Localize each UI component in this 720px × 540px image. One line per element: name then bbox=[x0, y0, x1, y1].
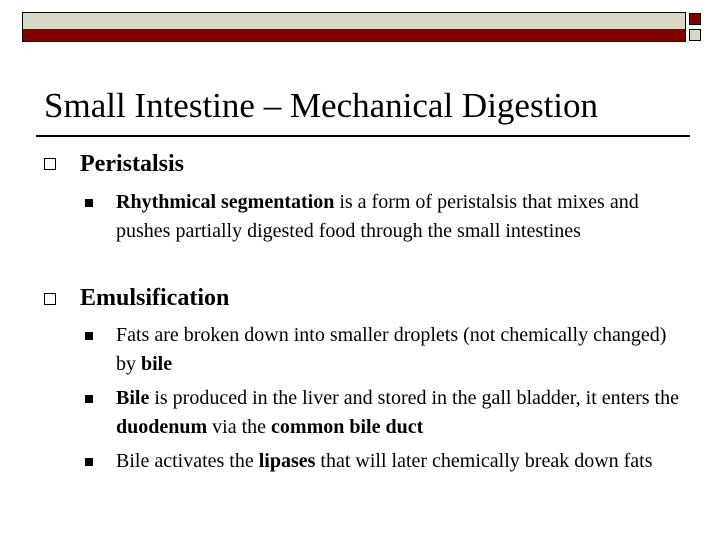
square-bullet-icon bbox=[85, 458, 93, 466]
title-underline bbox=[36, 135, 690, 137]
bullet-text-span: Fats are broken down into smaller droplets (not chemically changed) by bbox=[116, 324, 667, 375]
decorative-header-bar bbox=[22, 12, 686, 42]
bullet-text-span: is produced in the liver and stored in the gall bladder, it enters the bbox=[149, 387, 679, 409]
square-bullet-icon bbox=[85, 332, 93, 340]
bullet-text-span: that will later chemically break down fats bbox=[315, 450, 653, 472]
bold-term: Rhythmical segmentation bbox=[116, 191, 335, 213]
bullet-text-bile-activates-lipases bbox=[116, 447, 691, 476]
section-heading-peristalsis: Peristalsis bbox=[80, 151, 184, 177]
bold-term: bile bbox=[141, 353, 173, 375]
hollow-square-bullet-icon bbox=[44, 293, 56, 305]
slide-title: Small Intestine – Mechanical Digestion bbox=[44, 86, 599, 125]
bold-term: common bile duct bbox=[271, 416, 424, 438]
square-bullet-icon bbox=[85, 395, 93, 403]
decorative-square-bottom bbox=[689, 29, 701, 41]
decorative-maroon-stripe bbox=[23, 29, 685, 41]
bullet-text-bile-produced bbox=[116, 384, 691, 442]
section-heading-emulsification: Emulsification bbox=[80, 285, 230, 311]
bullet-text-span: Bile activates the bbox=[116, 450, 259, 472]
bold-term: lipases bbox=[258, 450, 316, 472]
square-bullet-icon bbox=[85, 199, 93, 207]
bullet-text-rhythmical-segmentation bbox=[116, 188, 691, 246]
bold-term: Bile bbox=[116, 387, 150, 409]
decorative-square-top bbox=[689, 13, 701, 25]
bullet-text-fats-broken-down bbox=[116, 321, 691, 379]
bullet-text-span: via the bbox=[207, 416, 272, 438]
bullet-text-span: is a form of peristalsis that mixes and pushes partially digested food through the small intestines bbox=[116, 191, 639, 242]
bold-term: duodenum bbox=[116, 416, 208, 438]
hollow-square-bullet-icon bbox=[44, 158, 56, 170]
